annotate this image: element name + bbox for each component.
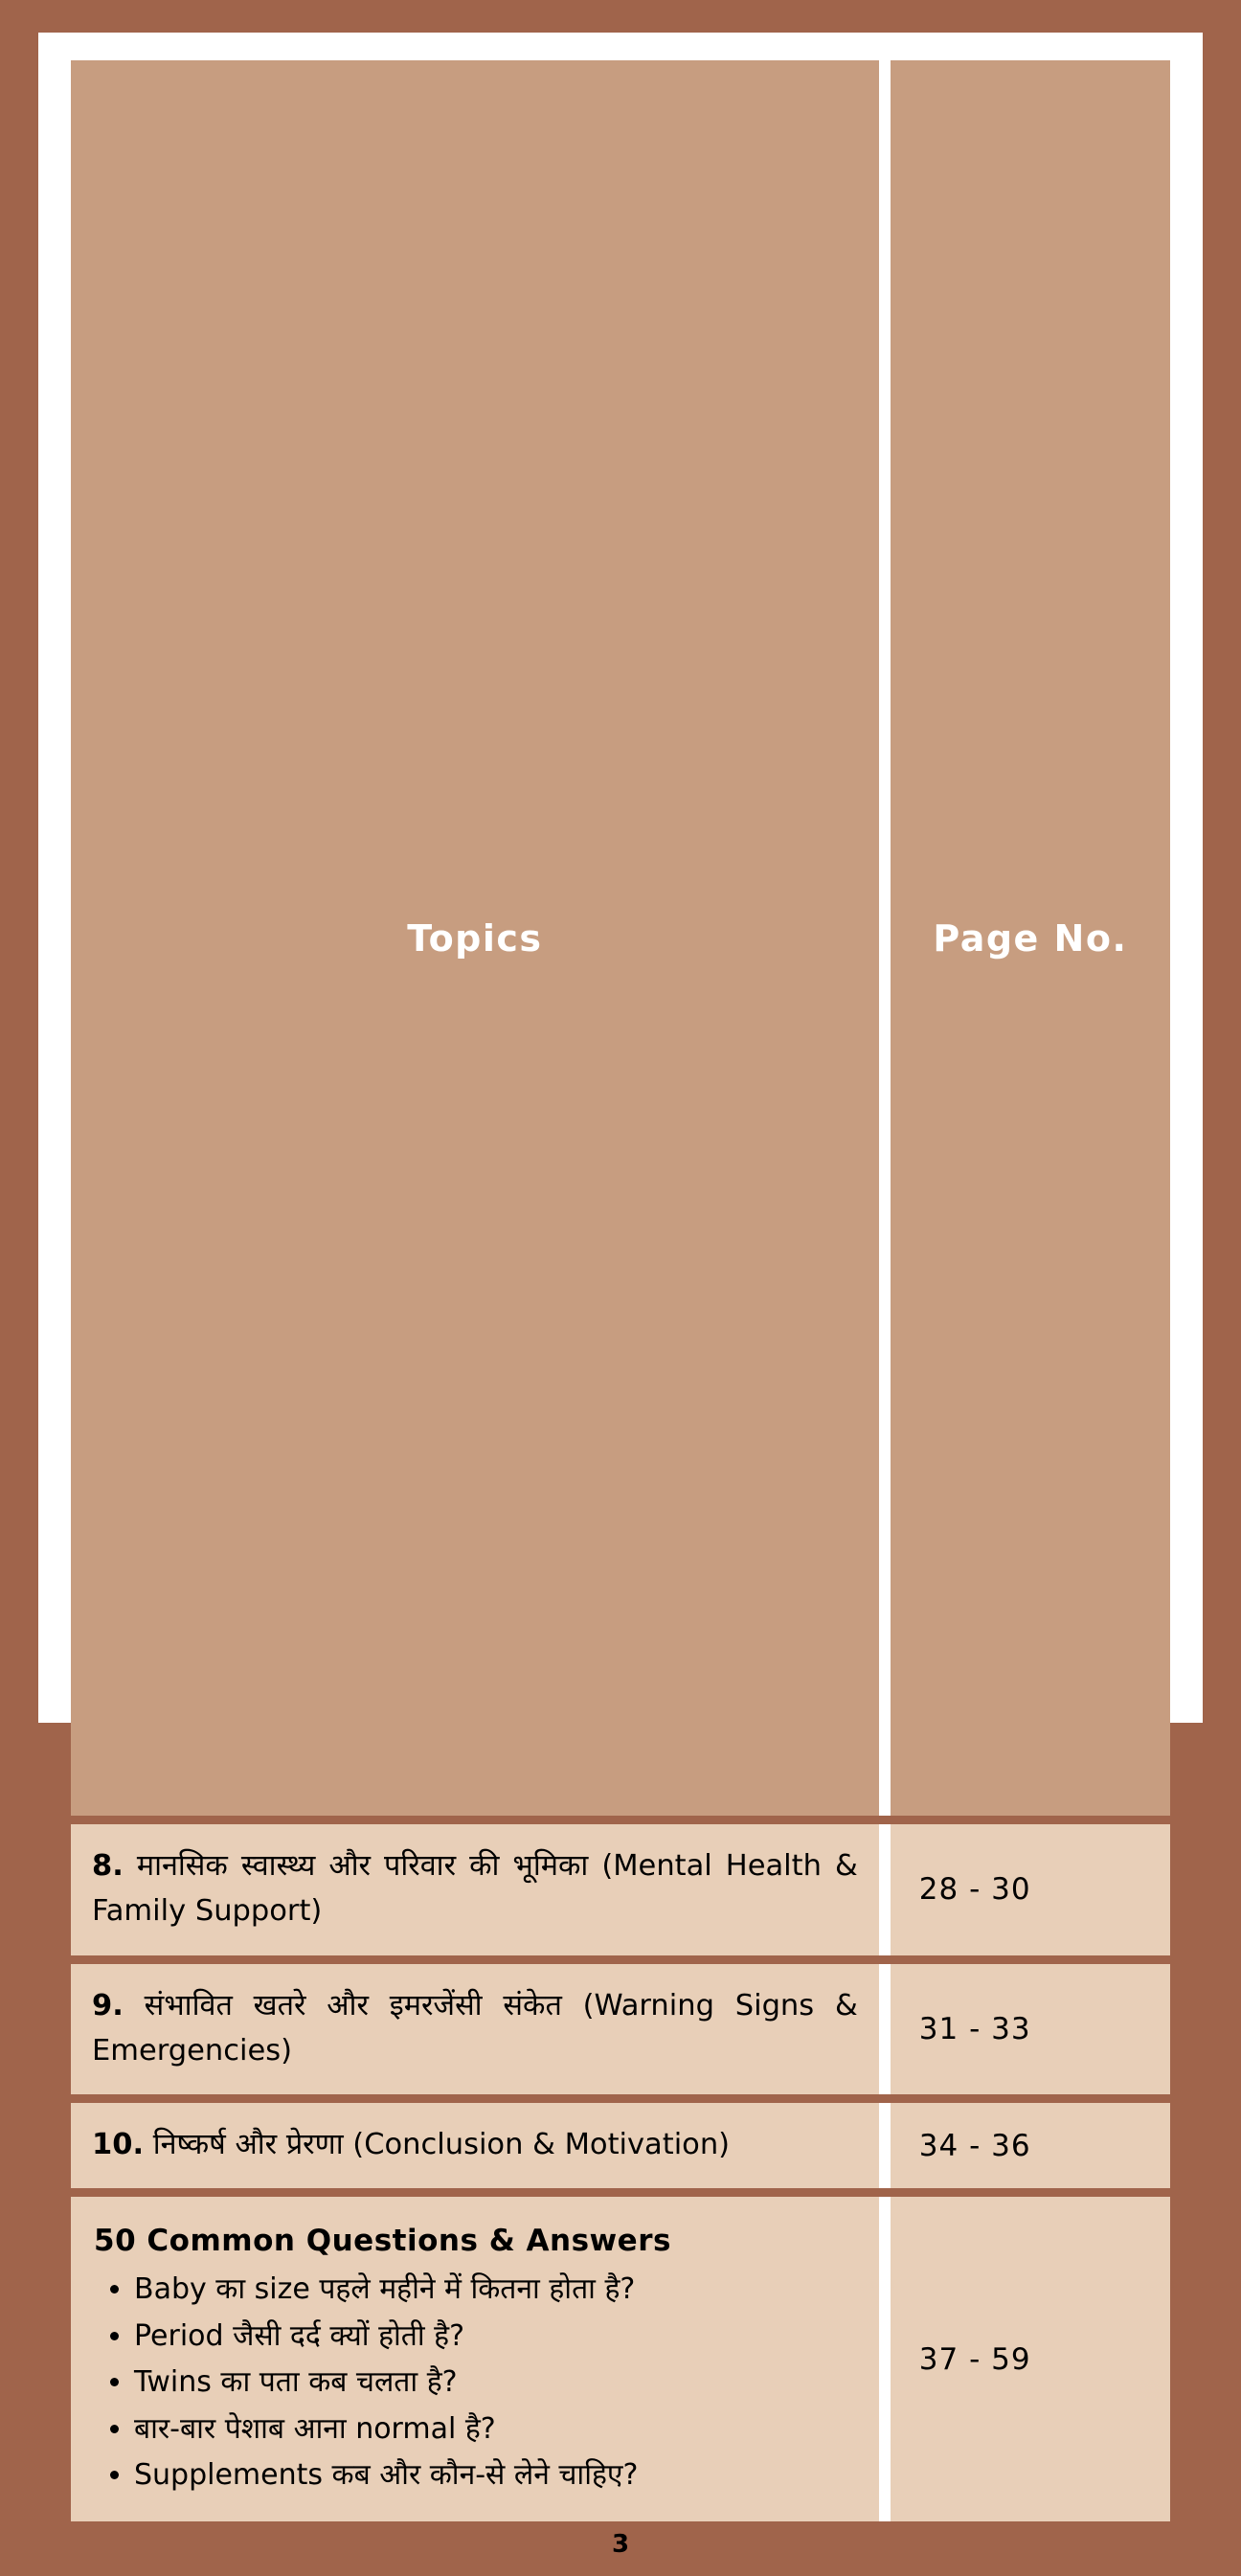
column-header-topics: Topics [71,60,879,1816]
topic-number: 8. [92,1849,124,1883]
list-item: • Baby का size पहले महीने में कितना होता है? [134,2268,858,2313]
topic-cell [71,1824,879,1955]
topic-text: संभावित खतरे और इमरजेंसी संकेत (Warning Signs & Emergencies) [92,1988,858,2068]
table-row [71,1824,1170,1955]
topic-cell [71,2103,879,2188]
column-header-page-no: Page No. [879,60,1170,1816]
list-item: • Period जैसी दर्द क्यों होती है? [134,2315,858,2360]
table-header-row [71,60,1170,1816]
list-item: • बार-बार पेशाब आना normal है? [134,2407,858,2452]
list-item: • Twins का पता कब चलता है? [134,2361,858,2406]
topic-number: 10. [92,2128,145,2162]
list-item: • Supplements कब और कौन-से लेने चाहिए? [134,2453,858,2498]
page-range-cell: 31 - 33 [879,1964,1170,2095]
page-range-cell: 28 - 30 [879,1824,1170,1955]
questions-cell [71,2197,879,2521]
page-sheet [38,33,1203,2559]
questions-title: 50 Common Questions & Answers [94,2224,671,2259]
table-of-contents [71,52,1170,2530]
table-row [71,1964,1170,2095]
questions-list [92,2268,858,2498]
table-row-questions [71,2197,1170,2521]
topic-text: निष्कर्ष और प्रेरणा (Conclusion & Motivation) [144,2128,731,2162]
table-row [71,2103,1170,2188]
topic-cell [71,1964,879,2095]
page-number: 3 [611,2529,630,2559]
topic-number: 9. [92,1988,124,2022]
page-range-cell: 37 - 59 [879,2197,1170,2521]
page-range-cell: 34 - 36 [879,2103,1170,2188]
topic-text: मानसिक स्वास्थ्य और परिवार की भूमिका (Mental Health & Family Support) [92,1849,858,1929]
